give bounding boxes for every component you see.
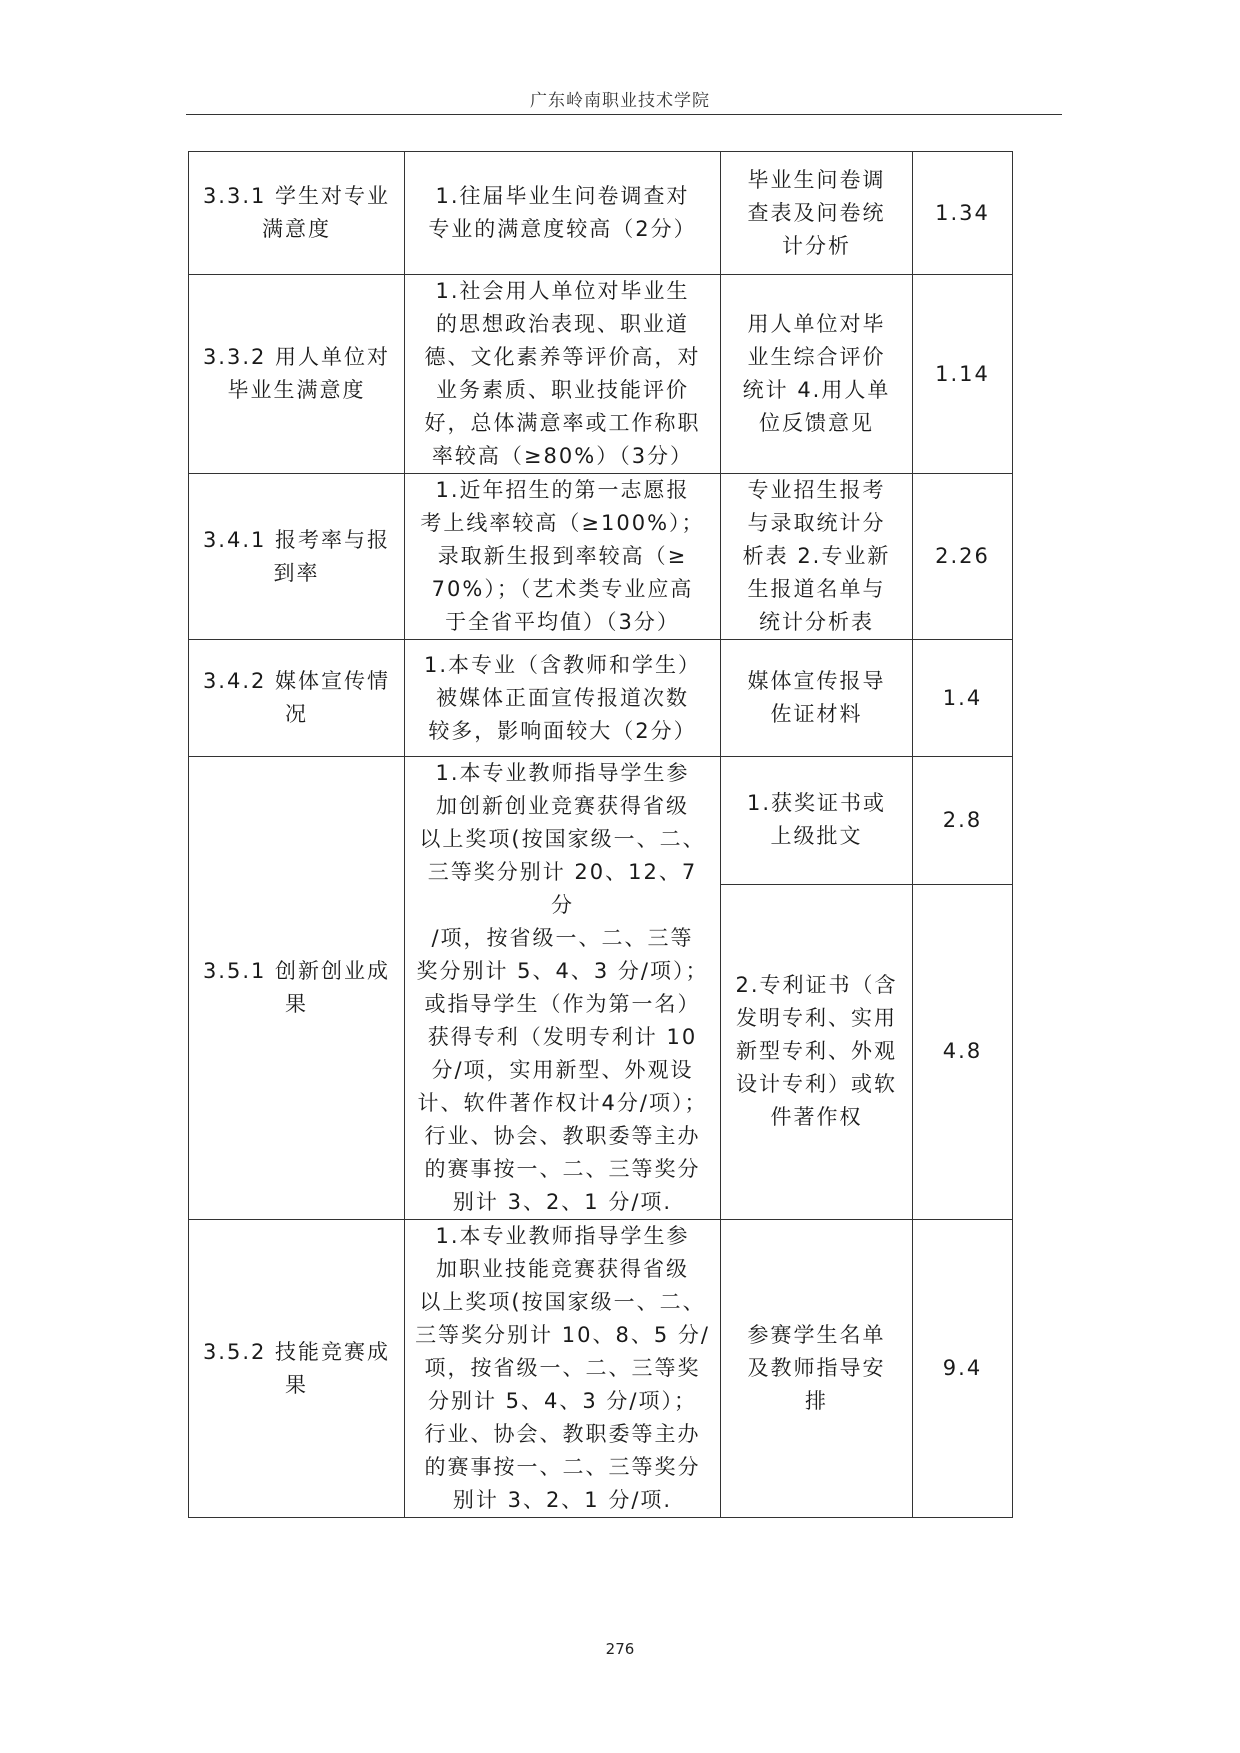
score-cell: 2.8 [913, 757, 1013, 885]
indicator-cell: 3.4.1 报考率与报 到率 [189, 474, 405, 640]
score-cell: 1.4 [913, 640, 1013, 757]
evidence-cell: 毕业生问卷调 查表及问卷统 计分析 [721, 152, 913, 275]
indicator-cell: 3.4.2 媒体宣传情 况 [189, 640, 405, 757]
indicator-cell: 3.3.2 用人单位对 毕业生满意度 [189, 275, 405, 474]
criteria-cell: 1.近年招生的第一志愿报 考上线率较高（≥100%）； 录取新生报到率较高（≥ 70%）；（艺术类专业应高 于全省平均值）（3分） [405, 474, 721, 640]
criteria-cell: 1.往届毕业生问卷调查对 专业的满意度较高（2分） [405, 152, 721, 275]
evidence-cell: 媒体宣传报导 佐证材料 [721, 640, 913, 757]
evaluation-table [188, 151, 1013, 1518]
table-row [189, 152, 1013, 275]
evidence-cell: 专业招生报考 与录取统计分 析表 2.专业新 生报道名单与 统计分析表 [721, 474, 913, 640]
score-cell: 1.14 [913, 275, 1013, 474]
evidence-cell: 2.专利证书（含 发明专利、实用 新型专利、外观 设计专利）或软 件著作权 [721, 884, 913, 1219]
table-row [189, 640, 1013, 757]
criteria-cell: 1.本专业教师指导学生参 加创新创业竞赛获得省级 以上奖项(按国家级一、二、 三等奖分别计 20、12、7 分 /项，按省级一、二、三等 奖分别计 5、4、3 分/项）； 或指导学生（作为第一名） 获得专利（发明专利计 10 分/项，实用新型、外观设 计、软件著作权计4分/项）； 行业、协会、教职委等主办 的赛事按一、二、三等奖分 别计 3、2、1 分/项. [405, 757, 721, 1220]
score-cell: 9.4 [913, 1220, 1013, 1518]
table-row [189, 1220, 1013, 1518]
page-header-title: 广东岭南职业技术学院 [530, 91, 710, 111]
indicator-cell: 3.5.1 创新创业成 果 [189, 757, 405, 1220]
page-number: 276 [605, 1640, 635, 1658]
criteria-cell: 1.本专业（含教师和学生） 被媒体正面宣传报道次数 较多，影响面较大（2分） [405, 640, 721, 757]
score-cell: 1.34 [913, 152, 1013, 275]
table-row [189, 757, 1013, 885]
table-row [189, 474, 1013, 640]
indicator-cell: 3.5.2 技能竞赛成 果 [189, 1220, 405, 1518]
evidence-cell: 用人单位对毕 业生综合评价 统计 4.用人单 位反馈意见 [721, 275, 913, 474]
table-row [189, 275, 1013, 474]
header-divider [186, 114, 1062, 115]
score-cell: 4.8 [913, 884, 1013, 1219]
criteria-cell: 1.社会用人单位对毕业生 的思想政治表现、职业道 德、文化素养等评价高，对 业务素质、职业技能评价 好，总体满意率或工作称职 率较高（≥80%）（3分） [405, 275, 721, 474]
score-cell: 2.26 [913, 474, 1013, 640]
indicator-cell: 3.3.1 学生对专业 满意度 [189, 152, 405, 275]
criteria-cell: 1.本专业教师指导学生参 加职业技能竞赛获得省级 以上奖项(按国家级一、二、 三等奖分别计 10、8、5 分/ 项，按省级一、二、三等奖 分别计 5、4、3 分/项）； 行业、协会、教职委等主办 的赛事按一、二、三等奖分 别计 3、2、1 分/项. [405, 1220, 721, 1518]
evidence-cell: 1.获奖证书或 上级批文 [721, 757, 913, 885]
evidence-cell: 参赛学生名单 及教师指导安 排 [721, 1220, 913, 1518]
